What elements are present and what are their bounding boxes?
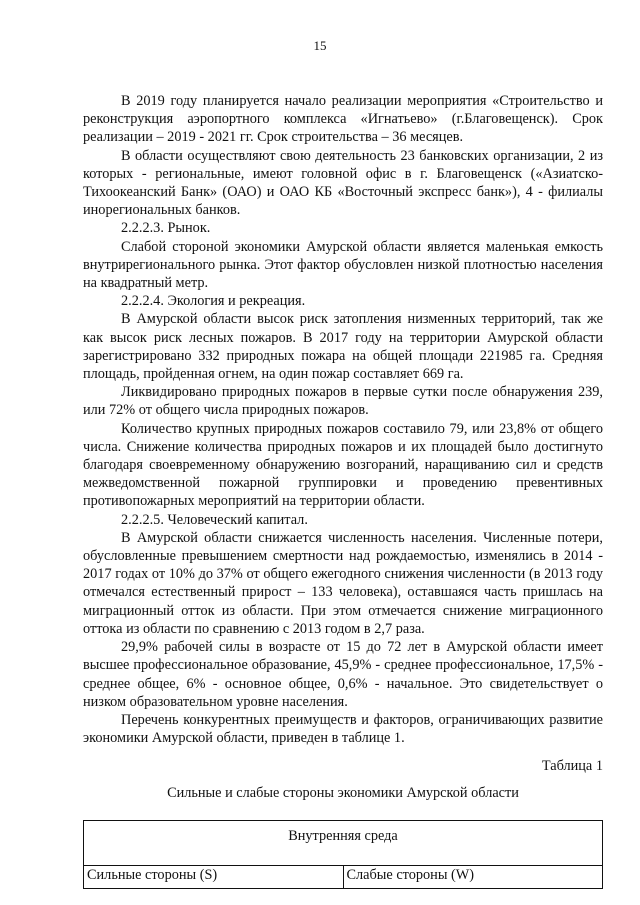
table-row — [84, 865, 603, 888]
section-heading: 2.2.2.5. Человеческий капитал. — [121, 511, 308, 528]
section-heading: 2.2.2.3. Рынок. — [121, 220, 211, 237]
paragraph: В 2019 году планируется начало реализации мероприятия «Строительство и реконструкция аэропортного комплекса «Игнатьево» (г.Благовещенск). Срок реализации – 2019 - 2021 гг. Срок строительства – 36 месяцев. — [83, 93, 603, 146]
section-heading: 2.2.2.4. Экология и рекреация. — [121, 293, 306, 310]
table-caption: Сильные и слабые стороны экономики Амурской области — [167, 784, 519, 801]
paragraph: Ликвидировано природных пожаров в первые сутки после обнаружения 239, или 72% от общего числа природных пожаров. — [83, 384, 603, 419]
paragraph: Количество крупных природных пожаров составило 79, или 23,8% от общего числа. Снижение количества природных пожаров и их площадей было достигнуто благодаря своевременному обнаружению возгораний, наращиванию сил и средств межведомственной пожарной группировки и проведению превентивных противопожарных мероприятий на территории области. — [83, 420, 603, 510]
paragraph: В Амурской области высок риск затопления низменных территорий, так же как высок риск лесных пожаров. В 2017 году на территории Амурской области зарегистрировано 332 природных пожара на общей площади 221985 га. Средняя площадь, пройденная огнем, на один пожар составляет 669 га. — [83, 311, 603, 383]
internal-environment-header: Внутренняя среда — [84, 820, 603, 865]
paragraph: Перечень конкурентных преимуществ и факторов, ограничивающих развитие экономики Амурской области, приведен в таблице 1. — [83, 711, 603, 747]
table-label: Таблица 1 — [541, 758, 603, 775]
paragraph: 29,9% рабочей силы в возрасте от 15 до 72 лет в Амурской области имеет высшее профессиональное образование, 45,9% - среднее профессиональное, 17,5% - среднее общее, 6% - основное общее, 0,6% - начальное. Это свидетельствует о низком образовательном уровне населения. — [83, 639, 603, 710]
swot-table — [83, 820, 603, 889]
page-number: 15 — [313, 38, 327, 53]
paragraph: В Амурской области снижается численность населения. Численные потери, обусловленные превышением смертности над рождаемостью, изменялись в 2014 - 2017 годах от 10% до 37% от общего ежегодного снижения численности (в 2013 году отмечался естественный прирост – 133 человека), оставшаяся часть пришлась на миграционный отток из области. При этом отмечается снижение миграционного оттока из области по сравнению с 2013 годом в 2,7 раза. — [83, 529, 603, 637]
weaknesses-column-header: Слабые стороны (W) — [343, 865, 603, 888]
paragraph: В области осуществляют свою деятельность 23 банковских организации, 2 из которых - региональные, имеют головной офис в г. Благовещенск («Азиатско-Тихоокеанский Банк» (ОАО) и ОАО КБ «Восточный экспресс банк»), 4 - филиалы инорегиональных банков. — [83, 147, 603, 219]
table-row — [84, 820, 603, 865]
paragraph: Слабой стороной экономики Амурской области является маленькая емкость внутрирегионального рынка. Этот фактор обусловлен низкой плотностью населения на квадратный метр. — [83, 238, 603, 292]
strengths-column-header: Сильные стороны (S) — [84, 865, 344, 888]
document-body — [83, 92, 603, 889]
